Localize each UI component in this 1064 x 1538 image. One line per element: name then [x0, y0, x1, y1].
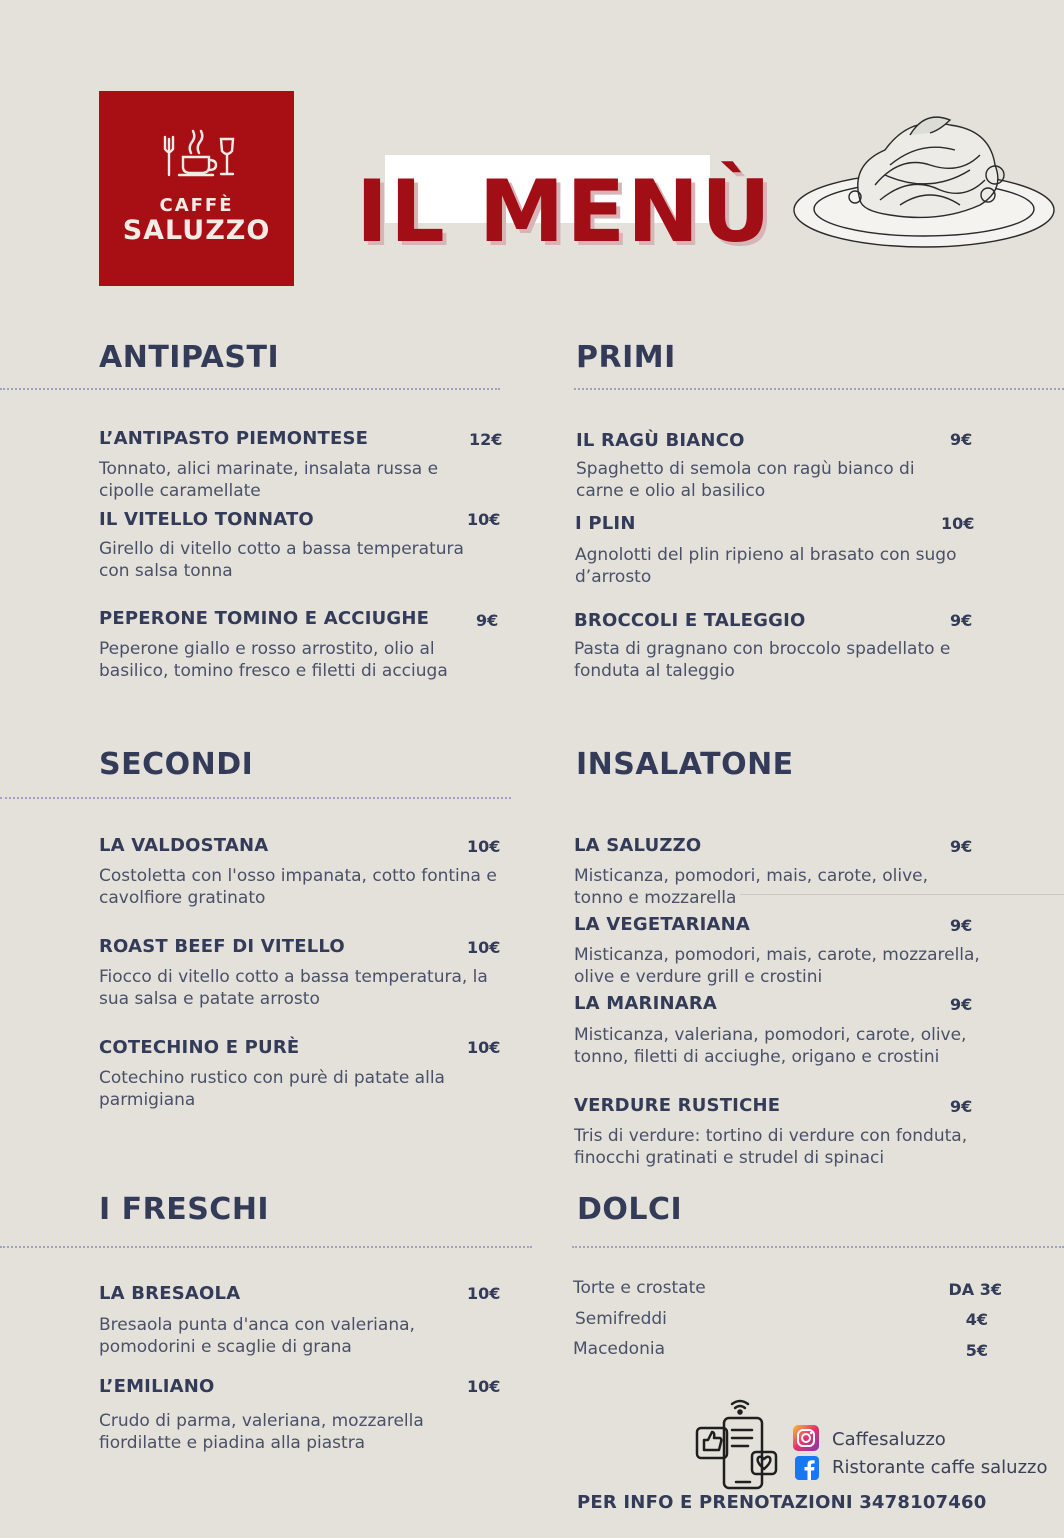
booking-info: PER INFO E PRENOTAZIONI 3478107460	[577, 1492, 987, 1513]
logo-line-saluzzo: SALUZZO	[122, 215, 271, 246]
section-title-dolci: DOLCI	[577, 1192, 683, 1227]
menu-item-description: Tonnato, alici marinate, insalata russa e cipolle caramellate	[99, 459, 439, 501]
menu-item-description: Bresaola punta d'anca con valeriana, pomodorini e scaglie di grana	[99, 1315, 415, 1357]
menu-item-name: LA MARINARA	[574, 993, 718, 1014]
section-title-freschi: I FRESCHI	[99, 1192, 270, 1227]
logo-line-caffe: CAFFÈ	[159, 195, 234, 216]
dessert-name: Macedonia	[573, 1339, 665, 1359]
dessert-price: 4€	[965, 1310, 988, 1329]
facebook-icon[interactable]	[795, 1456, 819, 1480]
menu-item-name: IL VITELLO TONNATO	[99, 509, 314, 530]
menu-item-name: ROAST BEEF DI VITELLO	[99, 936, 345, 957]
menu-item-description: Misticanza, pomodori, mais, carote, olive, tonno e mozzarella	[574, 866, 929, 908]
menu-item-description: Cotechino rustico con purè di patate alla parmigiana	[99, 1068, 445, 1110]
facebook-page-name[interactable]: Ristorante caffe saluzzo	[832, 1457, 1048, 1478]
menu-item-name: L’ANTIPASTO PIEMONTESE	[99, 428, 369, 449]
menu-item-price: 9€	[950, 611, 973, 630]
menu-item-description: Misticanza, valeriana, pomodori, carote, olive, tonno, filetti di acciughe, origano e crostini	[574, 1025, 967, 1067]
pasta-plate-icon	[790, 105, 1058, 255]
caffe-saluzzo-logo	[99, 91, 294, 286]
menu-item-description: Girello di vitello cotto a bassa temperatura con salsa tonna	[99, 539, 464, 581]
menu-item-name: COTECHINO E PURÈ	[99, 1037, 300, 1058]
menu-item-description: Costoletta con l'osso impanata, cotto fontina e cavolfiore gratinato	[99, 866, 497, 908]
section-title-primi: PRIMI	[576, 340, 676, 375]
section-divider	[572, 1246, 1064, 1248]
menu-item-name: I PLIN	[575, 513, 636, 534]
menu-item-price: 12€	[469, 430, 503, 449]
menu-item-price: 10€	[467, 938, 501, 957]
instagram-handle[interactable]: Caffesaluzzo	[832, 1429, 946, 1450]
menu-item-price: 10€	[467, 1038, 501, 1057]
dessert-name: Semifreddi	[575, 1309, 667, 1329]
menu-item-name: L’EMILIANO	[99, 1376, 215, 1397]
section-divider	[0, 388, 500, 390]
smartphone-social-icon	[694, 1396, 780, 1492]
menu-item-name: BROCCOLI E TALEGGIO	[574, 610, 806, 631]
section-title-antipasti: ANTIPASTI	[99, 340, 280, 375]
instagram-icon[interactable]	[793, 1425, 819, 1451]
menu-item-price: 10€	[467, 510, 501, 529]
menu-item-price: 9€	[950, 430, 973, 449]
menu-item-name: LA BRESAOLA	[99, 1283, 241, 1304]
dessert-price: 5€	[965, 1341, 988, 1360]
cutlery-cup-glass-icon	[99, 127, 294, 177]
page-title: IL MENÙ	[356, 162, 773, 262]
dessert-name: Torte e crostate	[573, 1278, 706, 1298]
section-divider	[0, 1246, 532, 1248]
menu-item-description: Misticanza, pomodori, mais, carote, mozzarella, olive e verdure grill e crostini	[574, 945, 980, 987]
menu-item-price: 9€	[950, 916, 973, 935]
menu-item-description: Crudo di parma, valeriana, mozzarella fiordilatte e piadina alla piastra	[99, 1411, 424, 1453]
menu-item-description: Agnolotti del plin ripieno al brasato con sugo d’arrosto	[575, 545, 957, 587]
menu-item-description: Tris di verdure: tortino di verdure con fonduta, finocchi gratinati e strudel di spinaci	[574, 1126, 968, 1168]
menu-item-name: LA VALDOSTANA	[99, 835, 269, 856]
menu-item-price: 9€	[950, 995, 973, 1014]
menu-item-description: Spaghetto di semola con ragù bianco di carne e olio al basilico	[576, 459, 915, 501]
section-title-insalatone: INSALATONE	[576, 747, 794, 782]
section-title-secondi: SECONDI	[99, 747, 254, 782]
menu-item-price: 10€	[467, 837, 501, 856]
menu-item-price: 9€	[950, 1097, 973, 1116]
section-divider	[574, 388, 1064, 390]
menu-item-price: 9€	[950, 837, 973, 856]
dessert-price: DA 3€	[948, 1280, 1002, 1299]
menu-item-description: Pasta di gragnano con broccolo spadellato e fonduta al taleggio	[574, 639, 951, 681]
menu-item-name: LA VEGETARIANA	[574, 914, 751, 935]
menu-item-name: LA SALUZZO	[574, 835, 702, 856]
menu-item-price: 10€	[467, 1284, 501, 1303]
menu-item-price: 9€	[476, 611, 499, 630]
menu-item-name: VERDURE RUSTICHE	[574, 1095, 781, 1116]
menu-item-name: IL RAGÙ BIANCO	[576, 430, 745, 451]
menu-item-description: Fiocco di vitello cotto a bassa temperatura, la sua salsa e patate arrosto	[99, 967, 488, 1009]
menu-item-price: 10€	[467, 1377, 501, 1396]
section-divider	[0, 797, 511, 799]
menu-item-price: 10€	[941, 514, 975, 533]
menu-item-name: PEPERONE TOMINO E ACCIUGHE	[99, 608, 430, 629]
menu-item-description: Peperone giallo e rosso arrostito, olio al basilico, tomino fresco e filetti di acciuga	[99, 639, 448, 681]
